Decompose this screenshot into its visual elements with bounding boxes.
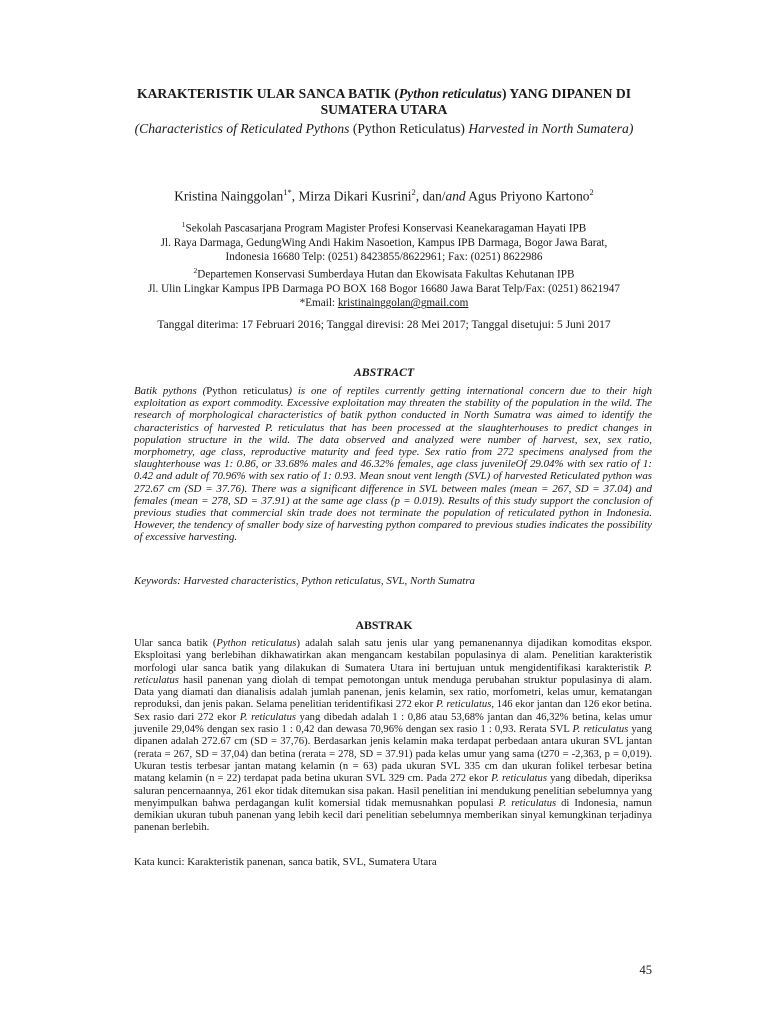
abstract-text: Batik pythons ( <box>134 385 207 397</box>
abstrak-text: ) adalah salah satu jenis ular yang pemanenannya dijadikan komoditas ekspor. Eksploitasi yang berlebihan dikhawatirkan akan mengancam kestabilan populasinya di alam. Penelitian karakteristik morfologi ular sanca batik yang dilakukan di Sumatera Utara ini bertujuan untuk mengidentifikasi karakteristik <box>134 638 652 674</box>
abstrak-text: Ular sanca batik ( <box>134 638 217 649</box>
page-number: 45 <box>639 963 652 977</box>
author-list <box>120 184 648 204</box>
abstract-text: ) is one of reptiles currently getting international concern due to their high exploitation as export commodity. Excessive exploitation may threaten the stability of the population in the wild. The research of morphological characteristics of batik python conducted in North Sumatra was aimed to identify the characteristics of harvested P. reticulatus that has been processed at the slaughterhouses to predict changes in population structure in the wild. The data observed and analyzed were number of harvest, sex, sex ratio, morphometry, age class, reproductive maturity and feed type. Sex ratio from 272 specimens analysed from the slaughterhouse was 1: 0.86, or 33.68% males and 46.32% females, age class juvenileOf 29.04% with sex ratio of 1: 0.42 and adult of 70.96% with sex ratio of 1: 0.93. Mean snout vent length (SVL) of harvested Reticulated python was 272.67 cm (SD = 37.76). There was a significant difference in SVL between males (mean = 267, SD = 37.04) and females (mean = 278, SD = 37.91) at the same age class (p = 0.019). Results of this study support the conclusion of previous studies that commercial skin trade does not terminate the population of reticulated python in Indonesia. However, the tendency of smaller body size of harvesting python compared to previous studies indicates the possibility of excessive harvesting. <box>134 385 653 544</box>
subtitle-species: (Python Reticulatus) <box>352 121 465 136</box>
paper-title <box>120 86 648 118</box>
abstrak-text: di Indonesia, namun demikian ukuran tubuh panenan yang lebih kecil dari penelitian sebelumnya memberikan sinyal kemungkinan terjadinya panenan berlebih. <box>134 797 652 834</box>
affiliation-mark: 2 <box>193 266 198 276</box>
abstrak-species: P. reticulatus <box>435 699 492 711</box>
title-text-end: ) YANG DIPANEN DI SUMATERA UTARA <box>320 86 631 117</box>
submission-dates: Tanggal diterima: 17 Februari 2016; Tanggal direvisi: 28 Mei 2017; Tanggal disetujui: 5 Juni 2017 <box>157 319 611 331</box>
affiliation-address: Jl. Ulin Lingkar Kampus IPB Darmaga PO BOX 168 Bogor 16680 Jawa Barat Telp/Fax: (0251) 8621947 <box>148 283 620 296</box>
abstrak-text: yang dibedah adalah 1 : 0,86 atau 53,68% jantan dan 46,32% betina, kelas umur juvenile 29,04% dengan sex rasio 1 : 0,42 dan dewasa 70,96% dengan sex rasio 1 : 0,93. Rerata SVL <box>134 711 653 736</box>
author-name: Kristina Nainggolan <box>174 188 284 204</box>
author-and: and <box>445 188 466 204</box>
abstrak-species: P. reticulatus <box>134 662 652 686</box>
abstrak-text: , 146 ekor jantan dan 126 ekor betina. Sex rasio dari 272 ekor <box>134 699 652 723</box>
author-affil-mark: 2 <box>411 187 416 197</box>
email-line <box>100 296 668 310</box>
abstrak-species: P. reticulatus <box>498 797 557 809</box>
abstrak-species: Python reticulatus <box>216 638 297 649</box>
affiliation-1-line <box>100 218 668 236</box>
author-separator: , <box>291 188 299 204</box>
abstrak-species: P. reticulatus <box>572 724 629 736</box>
abstract-body <box>134 385 652 544</box>
author-separator: , dan/ <box>415 188 446 204</box>
keywords: Keywords: Harvested characteristics, Python reticulatus, SVL, North Sumatra <box>134 575 476 587</box>
author-affil-mark: 2 <box>589 187 594 197</box>
title-species: Python reticulatus <box>398 86 502 101</box>
affiliation-text: Sekolah Pascasarjana Program Magister Profesi Konservasi Keanekaragaman Hayati IPB <box>185 222 587 235</box>
abstract-heading: ABSTRACT <box>353 365 415 379</box>
author-affil-mark: 1* <box>283 187 292 197</box>
affiliation-text: Departemen Konservasi Sumberdaya Hutan dan Ekowisata Fakultas Kehutanan IPB <box>197 269 575 282</box>
affiliation-mark: 1 <box>181 220 186 229</box>
affiliation-contact: Indonesia 16680 Telp: (0251) 8423855/8622961; Fax: (0251) 8622986 <box>225 251 543 264</box>
kata-kunci: Kata kunci: Karakteristik panenan, sanca batik, SVL, Sumatera Utara <box>134 856 437 868</box>
abstract-species: Python reticulatus <box>206 385 289 397</box>
affiliation-2-line <box>100 264 668 282</box>
abstrak-species: P. reticulatus <box>491 773 547 785</box>
affiliations <box>100 218 668 311</box>
abstrak-text: hasil panenan yang diolah di tempat pemotongan untuk menduga perubahan struktur populasinya di alam. Data yang diamati dan dianalisis adalah jumlah panenan, jenis kelamin, sex ratio, morfometri, kelas umur, kematangan reproduksi, dan jenis pakan. Selama penelitian teridentifikasi 272 ekor <box>134 674 652 711</box>
abstrak-body <box>134 638 652 835</box>
abstrak-text: yang dipanen adalah 272.67 cm (SD = 37,76). Berdasarkan jenis kelamin maka terdapat perbedaan antara ukuran SVL jantan (rerata = 267, SD = 37,04) dan betina (rerata = 278, SD = 37.91) pada kelas umur yang sama (t270 = -2,363, p = 0,019). Ukuran testis terbesar jantan matang kelamin (n = 63) pada ukuran SVL 335 cm dan ukuran folikel terbesar betina matang kelamin (n = 22) terdapat pada betina ukuran SVL 329 cm. Pada 272 ekor <box>134 724 652 785</box>
abstrak-species: P. reticulatus <box>239 711 297 723</box>
author-name: Mirza Dikari Kusrini <box>298 188 412 204</box>
email-label: *Email: <box>299 297 338 310</box>
abstrak-text: yang dibedah, diperiksa saluran pencernaannya, 261 ekor tidak ditemukan sisa pakan. Hasil penelitian ini mendukung penelitian sebelumnya yang menyimpulkan bahwa perdagangan kulit komersial tidak memusnahkan populasi <box>134 773 652 809</box>
title-text: KARAKTERISTIK ULAR SANCA BATIK ( <box>137 86 399 101</box>
author-name: Agus Priyono Kartono <box>465 188 590 204</box>
email-link[interactable]: kristinainggolan@gmail.com <box>337 297 469 310</box>
paper-title-english <box>120 121 648 137</box>
affiliation-address: Jl. Raya Darmaga, GedungWing Andi Hakim Nasoetion, Kampus IPB Darmaga, Bogor Jawa Barat, <box>160 236 608 249</box>
subtitle-text: (Characteristics of Reticulated Pythons <box>134 121 353 136</box>
subtitle-text-end: Harvested in North Sumatera) <box>464 121 634 136</box>
abstrak-heading: ABSTRAK <box>355 618 413 632</box>
